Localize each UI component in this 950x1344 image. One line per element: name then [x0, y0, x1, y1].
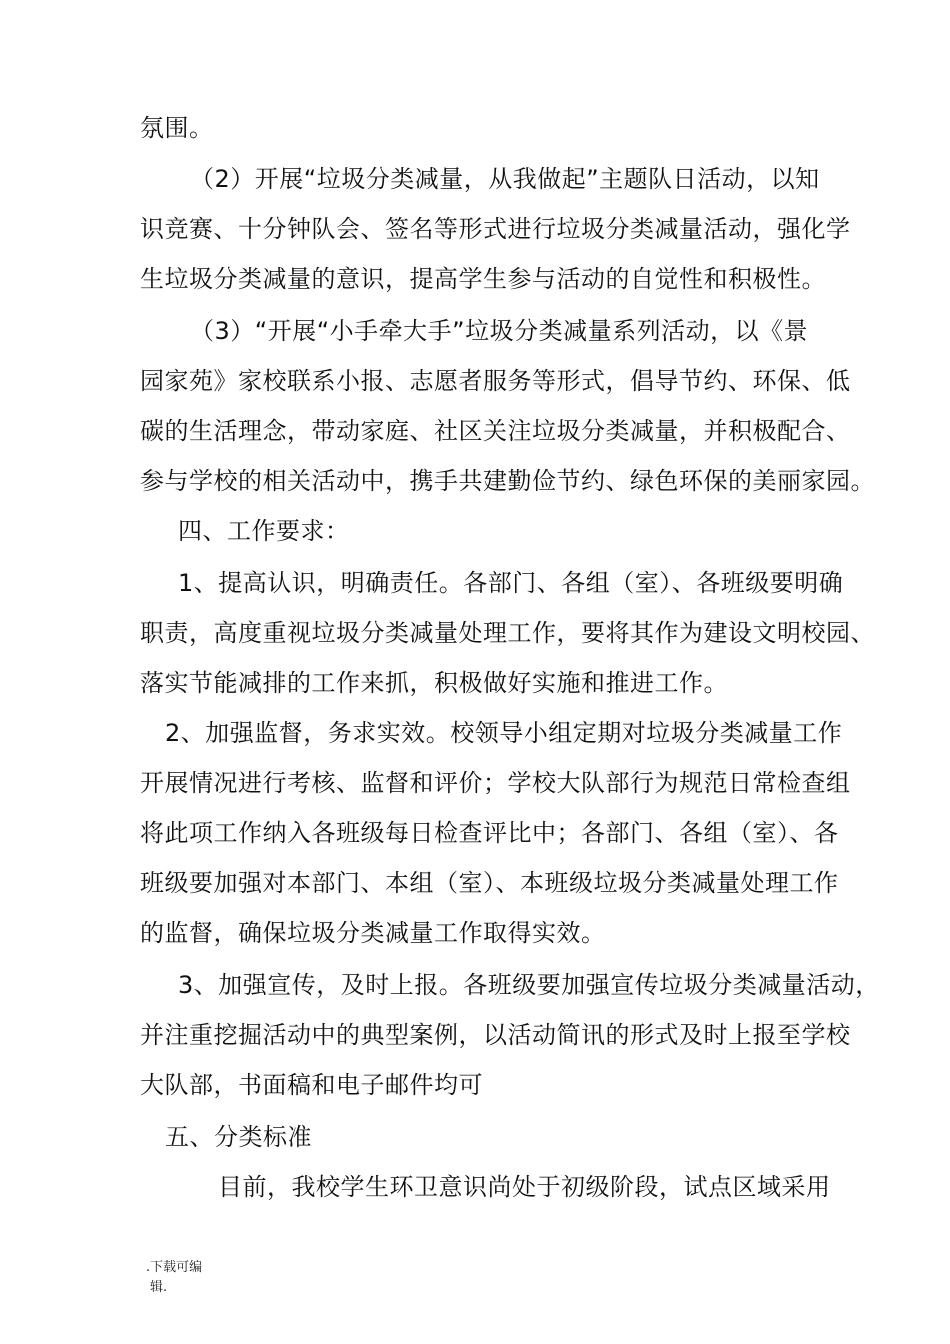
footer-note-line2: 辑. — [150, 1280, 168, 1295]
text-line: 氛围。 — [140, 114, 214, 142]
text-line: 目前，我校学生环卫意识尚处于初级阶段，试点区域采用 — [218, 1173, 831, 1201]
text-line: 3、加强宣传，及时上报。各班级要加强宣传垃圾分类减量活动， — [178, 971, 880, 999]
text-line: 参与学校的相关活动中，携手共建勤俭节约、绿色环保的美丽家园。 — [140, 467, 875, 495]
text-line: 园家苑》家校联系小报、志愿者服务等形式，倡导节约、环保、低 — [140, 367, 851, 395]
text-line: 将此项工作纳入各班级每日检查评比中；各部门、各组（室）、各 — [140, 819, 839, 847]
text-line: 落实节能减排的工作来抓，积极做好实施和推进工作。 — [140, 669, 728, 697]
text-line: 生垃圾分类减量的意识，提高学生参与活动的自觉性和积极性。 — [140, 265, 826, 293]
text-line: 开展情况进行考核、监督和评价；学校大队部行为规范日常检查组 — [140, 769, 851, 797]
text-line: 碳的生活理念，带动家庭、社区关注垃圾分类减量，并积极配合、 — [140, 417, 851, 445]
text-line: 职责，高度重视垃圾分类减量处理工作，要将其作为建设文明校园、 — [140, 619, 875, 647]
footer-note-line1: .下载可编 — [146, 1260, 203, 1275]
text-line: 班级要加强对本部门、本组（室）、本班级垃圾分类减量处理工作 — [140, 869, 839, 897]
section-heading: 五、分类标准 — [165, 1123, 312, 1151]
text-line: 并注重挖掘活动中的典型案例，以活动简讯的形式及时上报至学校 — [140, 1021, 851, 1049]
text-line: 1、提高认识，明确责任。各部门、各组（室）、各班级要明确 — [178, 569, 844, 597]
text-line: 2、加强监督，务求实效。校领导小组定期对垃圾分类减量工作 — [165, 719, 843, 747]
text-line: （3）“开展“小手牵大手”垃圾分类减量系列活动，以《景 — [190, 317, 809, 345]
text-line: 大队部，书面稿和电子邮件均可 — [140, 1071, 483, 1099]
text-line: 的监督，确保垃圾分类减量工作取得实效。 — [140, 919, 606, 947]
text-line: 识竞赛、十分钟队会、签名等形式进行垃圾分类减量活动，强化学 — [140, 215, 851, 243]
section-heading: 四、工作要求： — [178, 517, 350, 545]
text-line: （2）开展“垃圾分类减量，从我做起”主题队日活动，以知 — [190, 165, 820, 193]
